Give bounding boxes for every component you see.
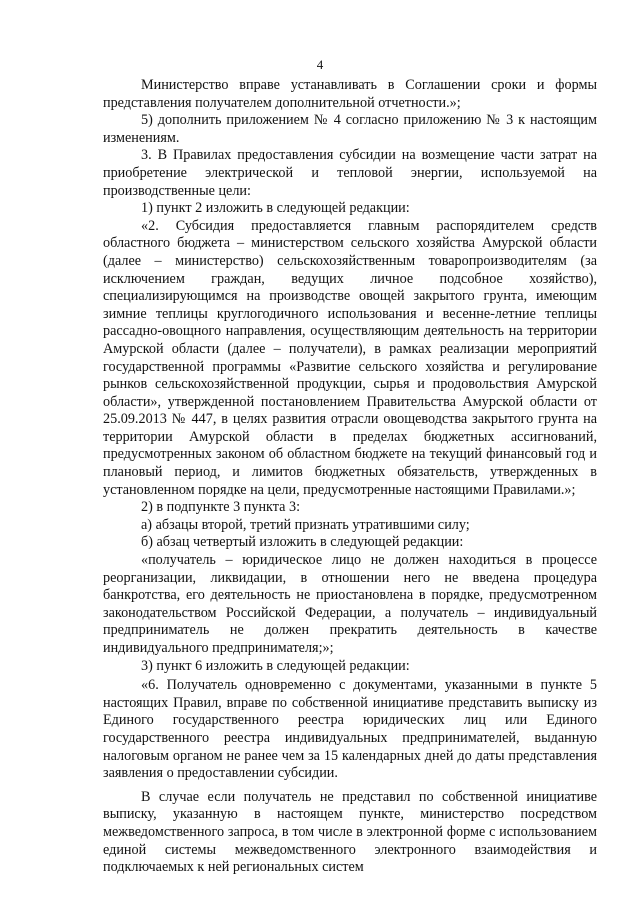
paragraph-section-3-heading: 3. В Правилах предоставления субсидии на возмещение части затрат на приобретение электрической и тепловой энергии, используемой на производственные цели: [103,147,597,199]
paragraph-recipient-requirements: «получатель – юридическое лицо не должен находиться в процессе реорганизации, ликвидации, в отношении него не введена процедура банкротства, его деятельность не приостановлена в порядке, предусмотренном законодательством Российской Федерации, а получатель – индивидуальный предприниматель не должен прекратить деятельность в качестве индивидуального предпринимателя;»; [103,552,597,656]
paragraph-item-2-intro: 1) пункт 2 изложить в следующей редакции: [141,200,410,217]
paragraph-add-appendix: 5) дополнить приложением № 4 согласно приложению № 3 к настоящим изменениям. [103,112,597,146]
paragraph-interagency-request: В случае если получатель не представил по собственной инициативе выписку, указанную в настоящем пункте, министерство посредством межведомственного запроса, в том числе в электронной форме с использованием единой системы межведомственного электронного взаимодействия и подключаемых к ней региональных систем [103,788,597,876]
paragraph-subitem-3-intro: 2) в подпункте 3 пункта 3: [141,499,301,516]
paragraph-subitem-b: б) абзац четвертый изложить в следующей редакции: [141,534,464,551]
paragraph-item-6-intro: 3) пункт 6 изложить в следующей редакции: [141,657,410,674]
paragraph-item-6-text: «6. Получатель одновременно с документами, указанными в пункте 5 настоящих Правил, вправе по собственной инициативе представить выписку из Единого государственного реестра юридических лиц или Единого государственного реестра индивидуальных предпринимателей, выданную налоговым органом не ранее чем за 15 календарных дней до даты представления заявления о предоставлении субсидии. [103,677,597,782]
paragraph-item-2-text: «2. Субсидия предоставляется главным распорядителем средств областного бюджета – министерством сельского хозяйства Амурской области (далее – министерство) сельскохозяйственным товаропроизводителям (за исключением граждан, ведущих личное подсобное хозяйство), специализирующимся на производстве овощей закрытого грунта, имеющим зимние теплицы круглогодичного использования и весенне-летние теплицы рассадно-овощного направления, осуществляющим деятельность на территории Амурской области (далее – получатели), в рамках реализации мероприятий государственной программы «Развитие сельского хозяйства и регулирование рынков сельскохозяйственной продукции, сырья и продовольствия Амурской области», утвержденной постановлением Правительства Амурской области от 25.09.2013 № 447, в целях развития отрасли овощеводства закрытого грунта на территории Амурской области в пределах бюджетных ассигнований, предусмотренных законом об областном бюджете на текущий финансовый год и плановый период, и лимитов бюджетных обязательств, утвержденных в установленном порядке на цели, предусмотренные настоящими Правилами.»; [103,217,597,498]
document-body [103,77,597,877]
page-number: 4 [316,57,324,72]
paragraph-subitem-a: а) абзацы второй, третий признать утратившими силу; [141,516,470,533]
paragraph-reporting-terms: Министерство вправе устанавливать в Соглашении сроки и формы представления получателем дополнительной отчетности.»; [103,77,597,111]
